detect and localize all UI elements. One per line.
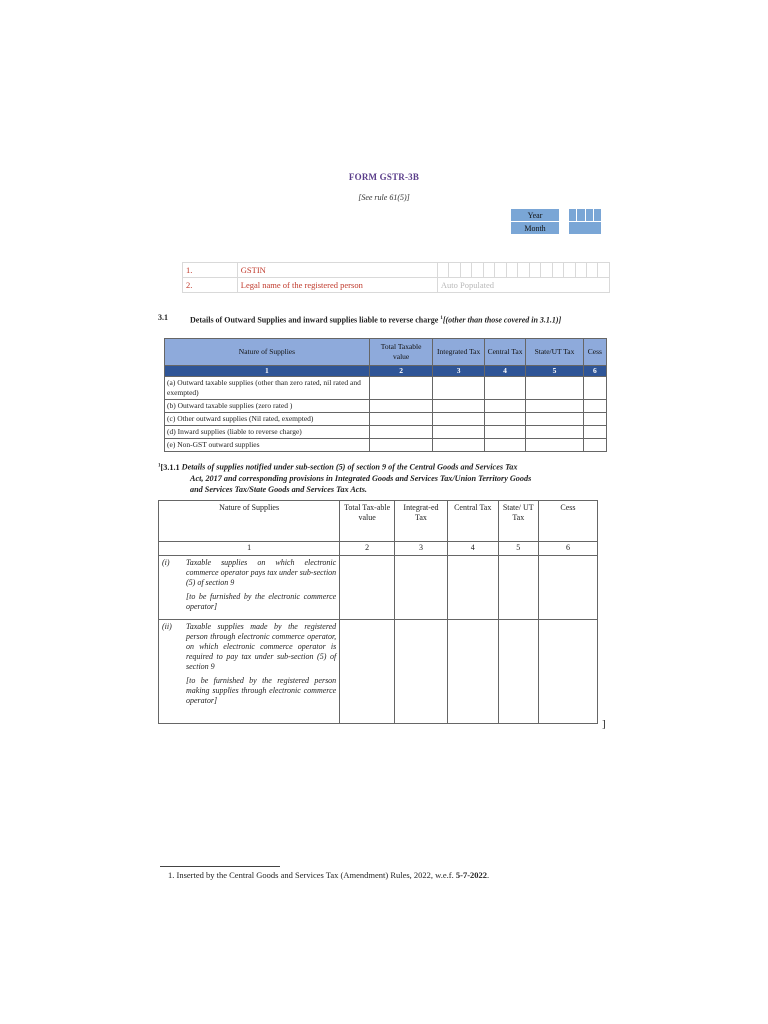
value-cell[interactable] [484,400,525,413]
outward-supplies-table [164,338,607,452]
footnote: 1. Inserted by the Central Goods and Services Tax (Amendment) Rules, 2022, w.e.f. 5-7-2022. [168,870,490,880]
table-row [159,556,598,620]
value-cell[interactable] [433,400,484,413]
month-box[interactable] [569,222,602,235]
column-number: 3 [395,542,448,556]
row-label: (d) Inward supplies (liable to reverse charge) [165,426,370,439]
section-311-line2: Act, 2017 and corresponding provisions in Integrated Goods and Services Tax/Union Territory Goods [190,473,532,483]
value-cell[interactable] [526,400,584,413]
gstin-char-box[interactable] [552,263,563,278]
value-cell[interactable] [447,556,498,620]
year-digit-box[interactable] [593,209,601,222]
table-row [159,620,598,724]
value-cell[interactable] [484,377,525,400]
year-digit-box[interactable] [577,209,585,222]
column-number: 4 [447,542,498,556]
column-number: 2 [340,542,395,556]
column-number: 3 [433,366,484,377]
value-cell[interactable] [498,556,538,620]
value-cell[interactable] [369,377,433,400]
column-header: Cess [538,501,597,542]
column-header: Central Tax [484,339,525,366]
column-number: 4 [484,366,525,377]
gstin-label: GSTIN [237,263,437,278]
row-label [159,620,340,724]
gstin-char-box[interactable] [575,263,586,278]
value-cell[interactable] [369,426,433,439]
value-cell[interactable] [526,439,584,452]
gstin-char-box[interactable] [529,263,540,278]
legal-name-label: Legal name of the registered person [237,278,437,293]
column-number: 1 [165,366,370,377]
closing-bracket: ] [602,718,606,730]
section-number: 3.1 [158,313,168,322]
legal-name-value[interactable]: Auto Populated [437,278,609,293]
row-note: [to be furnished by the registered person making supplies through electronic commerce operator] [186,676,337,705]
value-cell[interactable] [369,400,433,413]
year-label: Year [511,209,560,222]
row-label: (a) Outward taxable supplies (other than zero rated, nil rated and exempted) [165,377,370,400]
value-cell[interactable] [583,377,606,400]
table-row [165,413,607,426]
gstin-char-box[interactable] [506,263,517,278]
gstin-char-box[interactable] [564,263,575,278]
section-311-line3: and Services Tax/State Goods and Services Tax Acts. [190,484,367,494]
value-cell[interactable] [538,620,597,724]
table-row [165,426,607,439]
value-cell[interactable] [538,556,597,620]
gstin-char-box[interactable] [472,263,483,278]
footnote-divider [160,866,280,867]
footnote-text: 1. Inserted by the Central Goods and Services Tax (Amendment) Rules, 2022, w.e.f. [168,870,454,880]
row-number: (i) [162,558,170,567]
gstin-char-box[interactable] [518,263,529,278]
column-header: Total Tax-able value [340,501,395,542]
value-cell[interactable] [484,413,525,426]
value-cell[interactable] [484,426,525,439]
table-row [165,400,607,413]
gstin-char-box[interactable] [460,263,471,278]
value-cell[interactable] [526,413,584,426]
row-text: Taxable supplies made by the registered person through electronic commerce operator, on which electronic commerce operator is required to pay tax under sub-section (5) of section 9 [186,622,337,671]
row-label: (b) Outward taxable supplies (zero rated ) [165,400,370,413]
footnote-ref: 1 [158,463,161,468]
form-title: FORM GSTR-3B [348,172,420,182]
column-header: Integrat-ed Tax [395,501,448,542]
section-311-number: [3.1.1 [160,462,180,472]
row-label [159,556,340,620]
column-header: State/ UT Tax [498,501,538,542]
column-header: Central Tax [447,501,498,542]
table-row [165,377,607,400]
row-note: [to be furnished by the electronic commerce operator] [186,592,337,611]
column-header: Total Taxable value [369,339,433,366]
footnote-date: 5-7-2022 [455,870,488,880]
section-heading [190,313,610,326]
section-heading-italic: [(other than those covered in 3.1.1)] [442,315,562,325]
column-header: State/UT Tax [526,339,584,366]
column-header: Cess [583,339,606,366]
value-cell[interactable] [433,439,484,452]
value-cell[interactable] [340,556,395,620]
value-cell[interactable] [395,556,448,620]
value-cell[interactable] [583,439,606,452]
column-number: 5 [498,542,538,556]
value-cell[interactable] [447,620,498,724]
value-cell[interactable] [433,413,484,426]
column-number: 6 [538,542,597,556]
value-cell[interactable] [369,413,433,426]
ecommerce-supplies-table [158,500,598,724]
row-number: 1. [183,263,238,278]
table-row [165,439,607,452]
month-label: Month [511,222,560,235]
gstin-char-box[interactable] [495,263,506,278]
section-heading-text: Details of Outward Supplies and inward supplies liable to reverse charge [190,315,439,325]
gstin-char-box[interactable] [437,263,448,278]
value-cell[interactable] [526,426,584,439]
column-header: Nature of Supplies [165,339,370,366]
gstin-char-box[interactable] [483,263,494,278]
row-text: Taxable supplies on which electronic commerce operator pays tax under sub-section (5) of section 9 [186,558,337,587]
value-cell[interactable] [583,413,606,426]
column-header: Integrated Tax [433,339,484,366]
value-cell[interactable] [484,439,525,452]
form-subtitle: [See rule 61(5)] [358,193,410,202]
row-number: (ii) [162,622,172,631]
year-month-box [510,208,602,235]
column-number: 2 [369,366,433,377]
row-label: (c) Other outward supplies (Nil rated, exempted) [165,413,370,426]
value-cell[interactable] [340,620,395,724]
row-label: (e) Non-GST outward supplies [165,439,370,452]
gstin-table [182,262,610,293]
column-number: 6 [583,366,606,377]
section-311-line1: Details of supplies notified under sub-section (5) of section 9 of the Central Goods and Services Tax [181,462,518,472]
section-311-heading [158,460,614,495]
column-number: 5 [526,366,584,377]
value-cell[interactable] [583,426,606,439]
gstin-char-box[interactable] [587,263,598,278]
gstin-char-box[interactable] [598,263,610,278]
row-number: 2. [183,278,238,293]
year-digit-box[interactable] [585,209,593,222]
column-header: Nature of Supplies [159,501,340,542]
value-cell[interactable] [583,400,606,413]
value-cell[interactable] [369,439,433,452]
value-cell[interactable] [498,620,538,724]
value-cell[interactable] [526,377,584,400]
value-cell[interactable] [395,620,448,724]
footnote-ref: 1 [440,316,443,321]
year-digit-box[interactable] [569,209,577,222]
gstin-char-box[interactable] [449,263,460,278]
legal-name-row [183,278,610,293]
value-cell[interactable] [433,377,484,400]
value-cell[interactable] [433,426,484,439]
gstin-row [183,263,610,278]
column-number: 1 [159,542,340,556]
gstin-char-box[interactable] [541,263,552,278]
